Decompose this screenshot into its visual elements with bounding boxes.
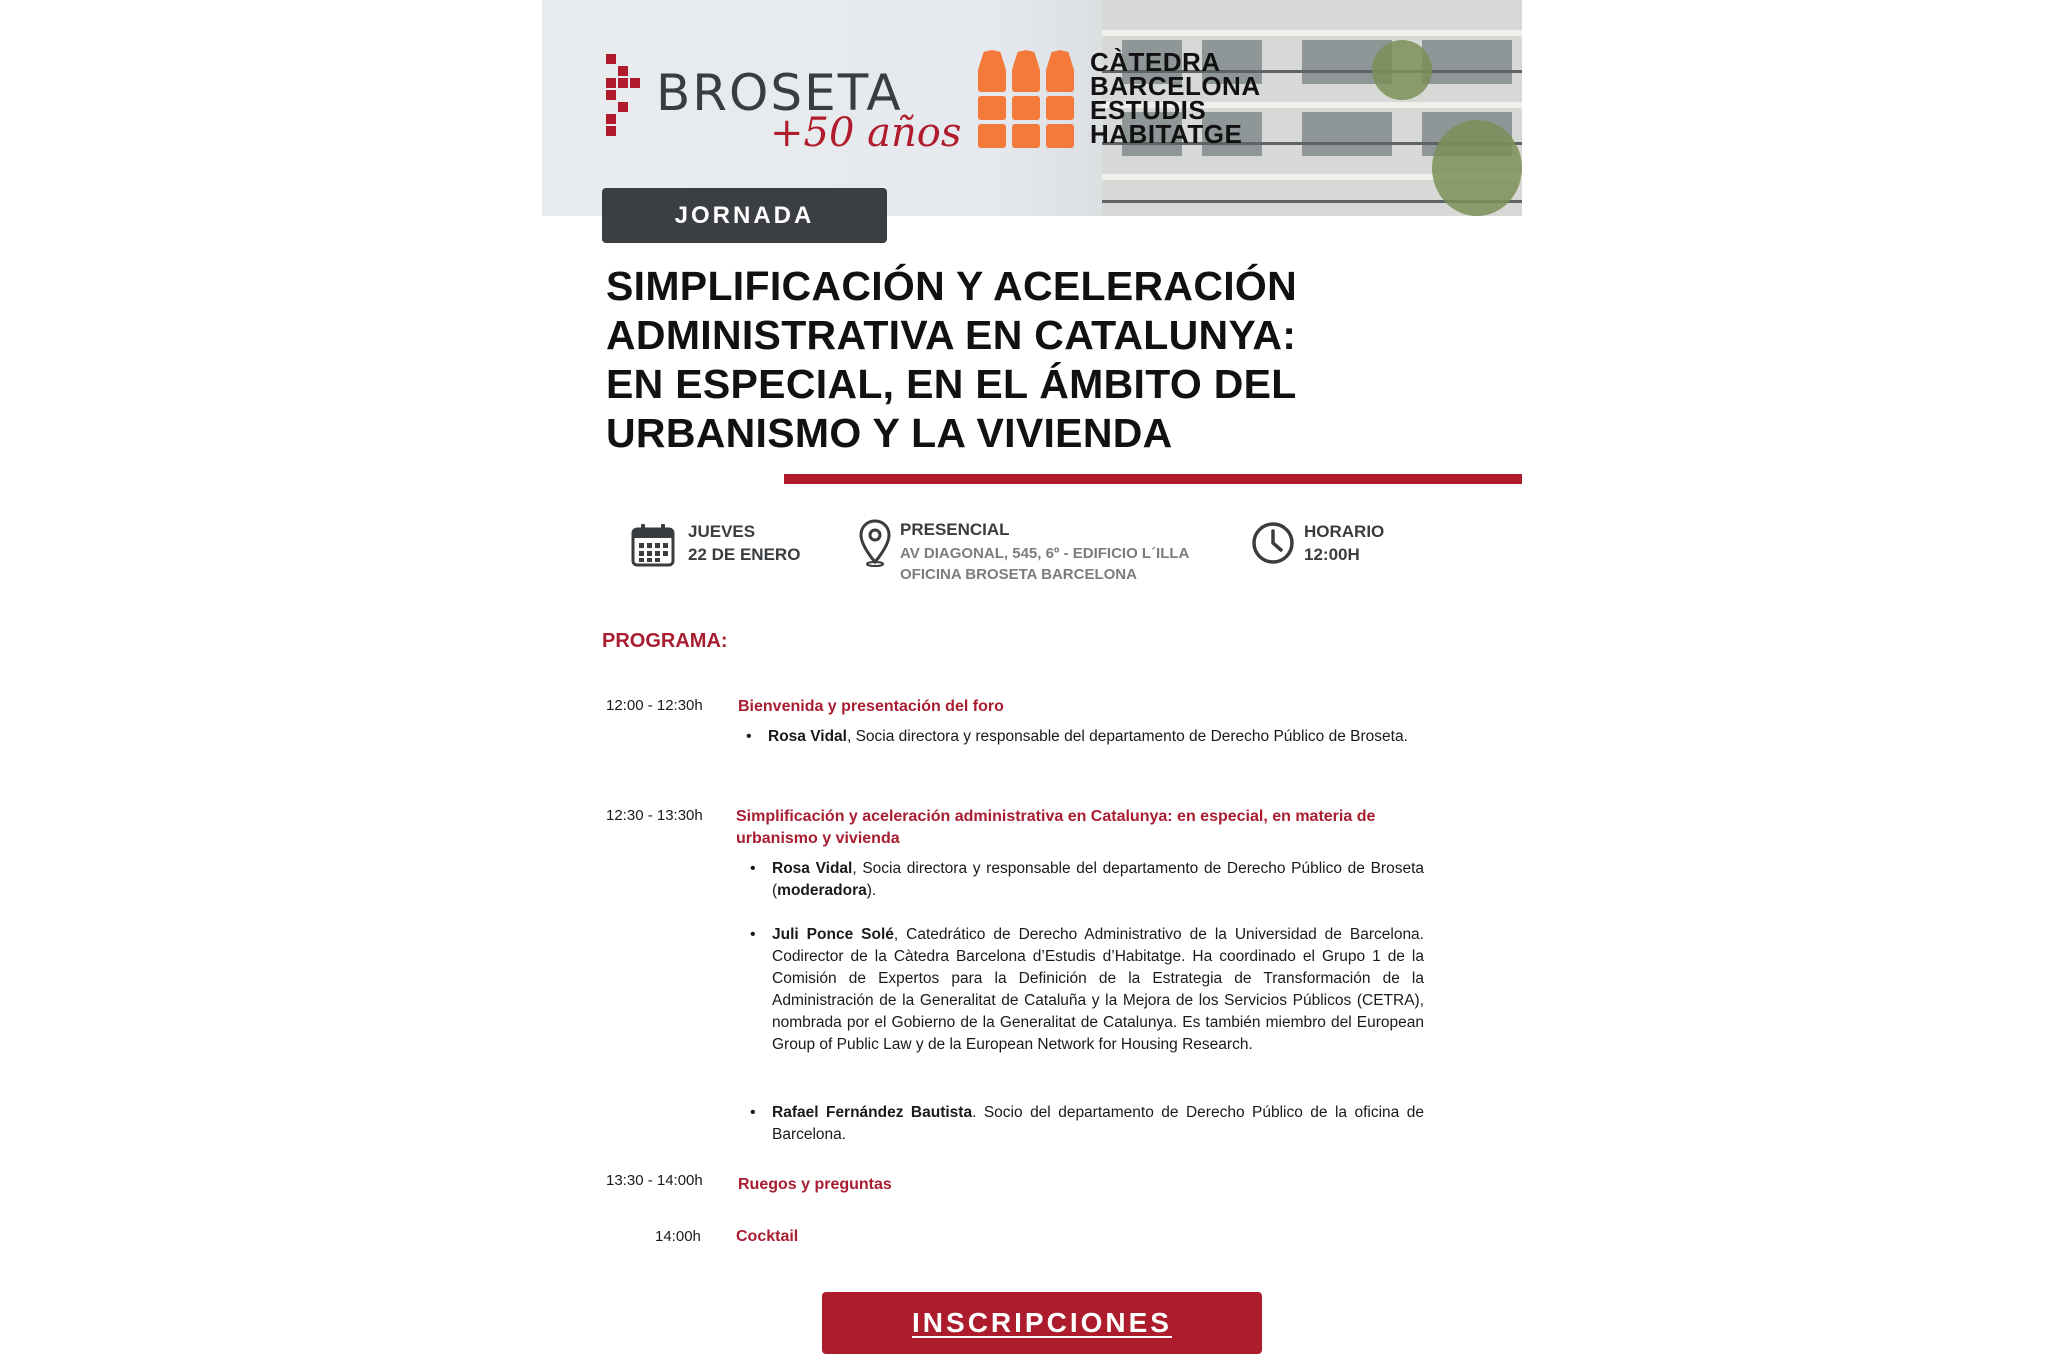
speaker-item: • Rafael Fernández Bautista. Socio del departamento de Derecho Público de la oficina de Barcelona.: [772, 1102, 1424, 1146]
event-address: AV DIAGONAL, 545, 6º - EDIFICIO L´ILLA OFICINA BROSETA BARCELONA: [900, 545, 1190, 583]
calendar-icon: [630, 522, 676, 568]
session-time: 13:30 - 14:00h: [606, 1172, 703, 1189]
session-time: 14:00h: [655, 1228, 701, 1245]
event-date: JUEVES 22 DE ENERO: [688, 522, 801, 564]
inscripciones-button[interactable]: INSCRIPCIONES: [822, 1292, 1262, 1354]
location-pin-icon: [858, 518, 892, 568]
broseta-logo-mark: [606, 54, 640, 134]
clock-icon: [1250, 520, 1296, 566]
speaker-item: • Juli Ponce Solé, Catedrático de Derecho Administrativo de la Universidad de Barcelona. Codirector de la Càtedra Barcelona d’Estudis d’Habitatge. Ha coordinado el Grupo 1 de la Comisión de Expertos para la Definición de la Estrategia de Transformación de la Administración de la Generalitat de Cataluña y la Mejora de los Servicios Públicos (CETRA), nombrada por el Gobierno de la Generalitat de Catalunya. Es también miembro del European Group of Public Law y de la European Network for Housing Research.: [772, 924, 1424, 1056]
broseta-logo-text: BROSETA: [656, 64, 903, 122]
session-title: Simplificación y aceleración administrativa en Catalunya: en especial, en materia de urbanismo y vivienda: [736, 808, 1376, 847]
program-heading: PROGRAMA:: [602, 630, 728, 652]
broseta-anniversary-tagline: +50 años: [770, 110, 962, 156]
session-time: 12:00 - 12:30h: [606, 697, 703, 714]
event-title: SIMPLIFICACIÓN Y ACELERACIÓN ADMINISTRATIVA EN CATALUNYA: EN ESPECIAL, EN EL ÁMBITO DEL URBANISMO Y LA VIVIENDA: [606, 263, 1298, 456]
session-title: Cocktail: [736, 1228, 799, 1245]
event-flyer: [542, 0, 1522, 1367]
catedra-logo-mark: [974, 50, 1078, 150]
speaker-item: • Rosa Vidal, Socia directora y responsable del departamento de Derecho Público de Broseta.: [768, 726, 1464, 748]
header-banner: [542, 0, 1522, 216]
catedra-logo-text: CÀTEDRA BARCELONA ESTUDIS HABITATGE: [1090, 47, 1261, 149]
session-title: Bienvenida y presentación del foro: [738, 698, 1004, 715]
session-time: 12:30 - 13:30h: [606, 807, 703, 824]
session-title: Ruegos y preguntas: [738, 1176, 892, 1193]
event-type-badge: JORNADA: [602, 188, 887, 243]
event-schedule: HORARIO 12:00H: [1304, 522, 1385, 564]
event-modality: PRESENCIAL: [900, 520, 1010, 539]
speaker-item: • Rosa Vidal, Socia directora y responsable del departamento de Derecho Público de Broseta (moderadora).: [772, 858, 1424, 902]
title-divider: [784, 474, 1522, 484]
